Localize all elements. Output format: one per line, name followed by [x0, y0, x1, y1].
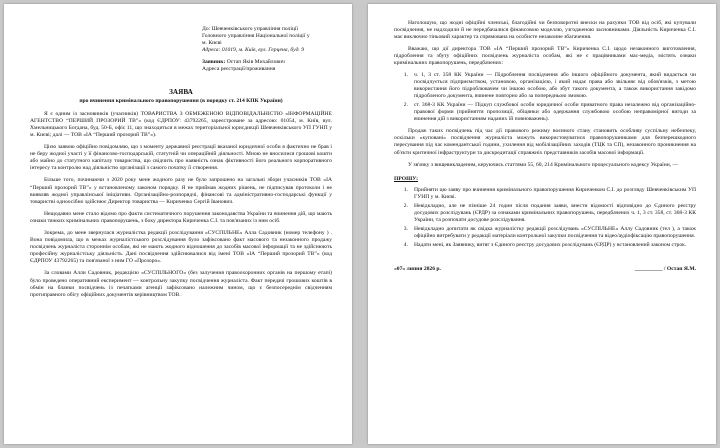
list-item [394, 242, 696, 249]
signature-name: __________ / Остап Я.М. [634, 265, 696, 272]
applicant-address: Адреса реєстрації/проживання [202, 66, 276, 73]
body-paragraph: У зв'язку з вищевикладеним, керуючись статтями 55, 60, 214 Кримінального процесуального кодексу України, — [408, 161, 679, 168]
list-item-text: Надати мені, як Заявнику, витяг з Єдиного реєстру досудових розслідувань (ЄРДР) у встановлений законом строк. [414, 242, 687, 249]
list-item-number: 2. [403, 202, 408, 209]
body-paragraph: Я є одним із засновників (учасників) ТОВАРИСТВА З ОБМЕЖЕНОЮ ВІДПОВІДАЛЬНІСТЮ «ІНФОРМАЦІЙНЕ АГЕНТСТВО “ПЕРШИЙ ПРОЗОРИЙ ТВ”» (код ЄДРПОУ: 43792265, зареєстроване за адресою: 01054, м. Київ, вул. Хмельницького Богдана, буд. 50-Б, офіс 11, що знаходиться в межах територіальної юрисдикції Шевченківського УП ГУНП у м. Києві; далі — ТОВ «ІА “Перший прозорий ТВ”»). [30, 110, 332, 138]
applicant-label: Заявник: [202, 59, 226, 66]
list-item [394, 187, 696, 201]
applicant-name: Остап Яків Михайлович [226, 59, 285, 66]
list-item-text: ч. 1, 3 ст. 358 КК України — Підроблення посвідчення або іншого офіційного документа, який видається чи посвідчується підприємством, установою, організацією, і який надає права або звільняє від обов'язків, з метою використання його підроблювачем чи іншою особою, або збут такого документа, а також використання завідомо підробленого документа, вчинене повторно або за попередньою змовою. [414, 71, 696, 99]
list-item-number: 1. [403, 186, 408, 193]
list-item [394, 226, 696, 240]
addressee-address: Адреса: 01019, м. Київ, вул. Герцена, буд. 9 [202, 47, 304, 54]
addressee-line: До: Шевченківського управління поліції [202, 26, 299, 32]
signature-date: «07» липня 2026 р. [394, 265, 441, 272]
list-item [394, 72, 696, 100]
list-item-text: Прийняти цю заяву про вчинення кримінального правопорушення Кириченком С.І. до розгляду Шевченківським УП ГУНП у м. Києві. [414, 186, 696, 200]
page-2-content [394, 20, 696, 436]
list-item-text: Невідкладно допитати як свідка журналістку редакції розслідувань «СУСПІЛЬНЕ» Аллу Садовник (тел ), а також офіційно витребувати у редакції матеріали контрольної закупки посвідчення та відео/аудіофіксацію правопорушення. [414, 226, 696, 240]
body-paragraph: Вважаю, що дії директора ТОВ «ІА “Перший прозорий ТВ”» Кириченка С.І. щодо незаконного виготовлення, підроблення та збуту офіційних посвідчень журналіста особам, які не є працівниками мас-медіа, містять ознаки кримінальних правопорушень, передбачених: [394, 46, 696, 67]
list-item-number: 1. [403, 71, 408, 78]
applicant-line [202, 59, 332, 66]
list-item-text: ст. 368-3 КК України — Підкуп службової особи юридичної особи приватного права незалежно від організаційно-правової форми (прийняття пропозиції, обіцянки або одержання службовою особою неправомірної вигоди за вчинення дій з використанням наданих їй повноважень). [414, 101, 696, 123]
document-page-1 [4, 4, 352, 444]
addressee-line: м. Києві [202, 40, 222, 47]
document-subtitle: про вчинення кримінального правопорушення (в порядку ст. 214 КПК України) [79, 97, 283, 104]
page-1-content [30, 26, 332, 436]
document-page-2 [368, 4, 716, 444]
requests-list [394, 187, 696, 250]
petition-heading: ПРОШУ: [394, 175, 418, 182]
body-paragraph: За словами Алли Садовник, редакцією «СУСПІЛЬНОГО» (без залучення правоохоронних органів на першому етапі) було проведено оперативний експеримент — контрольну закупку посвідчення журналіста. Факт передачі грошових коштів в обмін на бланки посвідчень із печатками агенції зафіксовано належним чином, що є безпосереднім свідченням протиправного обігу офіційних документів керівництвом ТОВ. [30, 270, 332, 298]
body-paragraph: Наголошую, що жодні офіційні членські, благодійні чи безповоротні внески на рахунки ТОВ від осіб, які купували посвідчення, не надходили й не передбачалися фінансовою моделлю, узгодженою засновниками. Діяльність Кириченка С.І. має виключно тіньовий характер та спрямована на особисте незаконне збагачення. [394, 20, 696, 41]
addressee-line: Головного управління Національної поліції у [202, 33, 310, 40]
list-item [394, 203, 696, 224]
addressee-header [202, 26, 332, 74]
articles-list [394, 72, 696, 124]
document-title: ЗАЯВА [169, 87, 193, 96]
signature-block [394, 266, 696, 273]
list-item-number: 4. [403, 242, 408, 249]
body-paragraph: Більше того, починаючи з 2020 року мене жодного разу не було запрошено на загальні збори учасників ТОВ «ІА “Перший прозорий ТВ”» у встановленому законом порядку. Я не приймав жодних рішень, не підписував протоколи і не виявляв жодної управлінської ініціативи. Організаційно-розпорядчі, фінансові та адміністративно-господарські функції у товаристві одноосібно здійснює Директор товариства — Кириченко Сергій Іванович. [30, 177, 332, 205]
list-item-number: 3. [403, 226, 408, 233]
body-paragraph: Цією заявою офіційно повідомляю, що з моменту державної реєстрації вказаної юридичної особи я фактично не брав і не беру жодної участі у її фінансово-господарській, статутній чи операційній діяльності. Мною не вносилися грошові кошти або майно до статутного капіталу товариства, що свідчить про наявність ознак фіктивності його реального корпоративного інтересу та контролю над діяльністю організації з самого початку її створення. [30, 144, 332, 172]
list-item-number: 2. [403, 101, 408, 108]
body-paragraph: Продаж таких посвідчень під час дії правового режиму воєнного стану становить особливу суспільну небезпеку, оскільки «куповані» посвідчення журналіста можуть використовуватися правопорушниками для безперешкодного пересування під час комендантської години, ухилення від мобілізаційних заходів (ТЦК та СП), незаконного проникнення на об'єкти критичної інфраструктури та дискредитації справжніх представників засобів масової інформації. [394, 128, 696, 156]
list-item-text: Невідкладно, але не пізніше 24 годин після подання заяви, внести відомості відповідно до Єдиного реєстру досудових розслідувань (ЄРДР) за ознаками кримінальних правопорушень, передбачених ч. 1, 3 ст. 358, ст. 368-3 КК України, та розпочати досудове розслідування. [414, 202, 696, 224]
list-item [394, 102, 696, 123]
body-paragraph: Нещодавно мене стало відомо про факти систематичного порушення законодавства України та вчинення дій, що мають ознаки тяжких кримінальних правопорушень, з боку директора Кириченка С.І. та пов'язаних із ним осіб. [30, 210, 332, 224]
body-paragraph: Зокрема, до мене звернулася журналістка редакції розслідування «СУСПІЛЬНЕ» Алла Садовник (номер телефону ) . Вона повідомила, що в межах журналістського розслідування було зафіксовано факт масового та незаконного продажу посвідчень журналіста стороннім особам, які не мають жодного відношення до засобів масової інформації та не здійснюють професійну журналістську діяльність. Дані посвідчення здійснювалися від імені ТОВ «ІА “Перший прозорий ТВ”» (код ЄДРПОУ 43792265) та пов'язаної з ним ГО «Прозоро». [30, 229, 332, 265]
